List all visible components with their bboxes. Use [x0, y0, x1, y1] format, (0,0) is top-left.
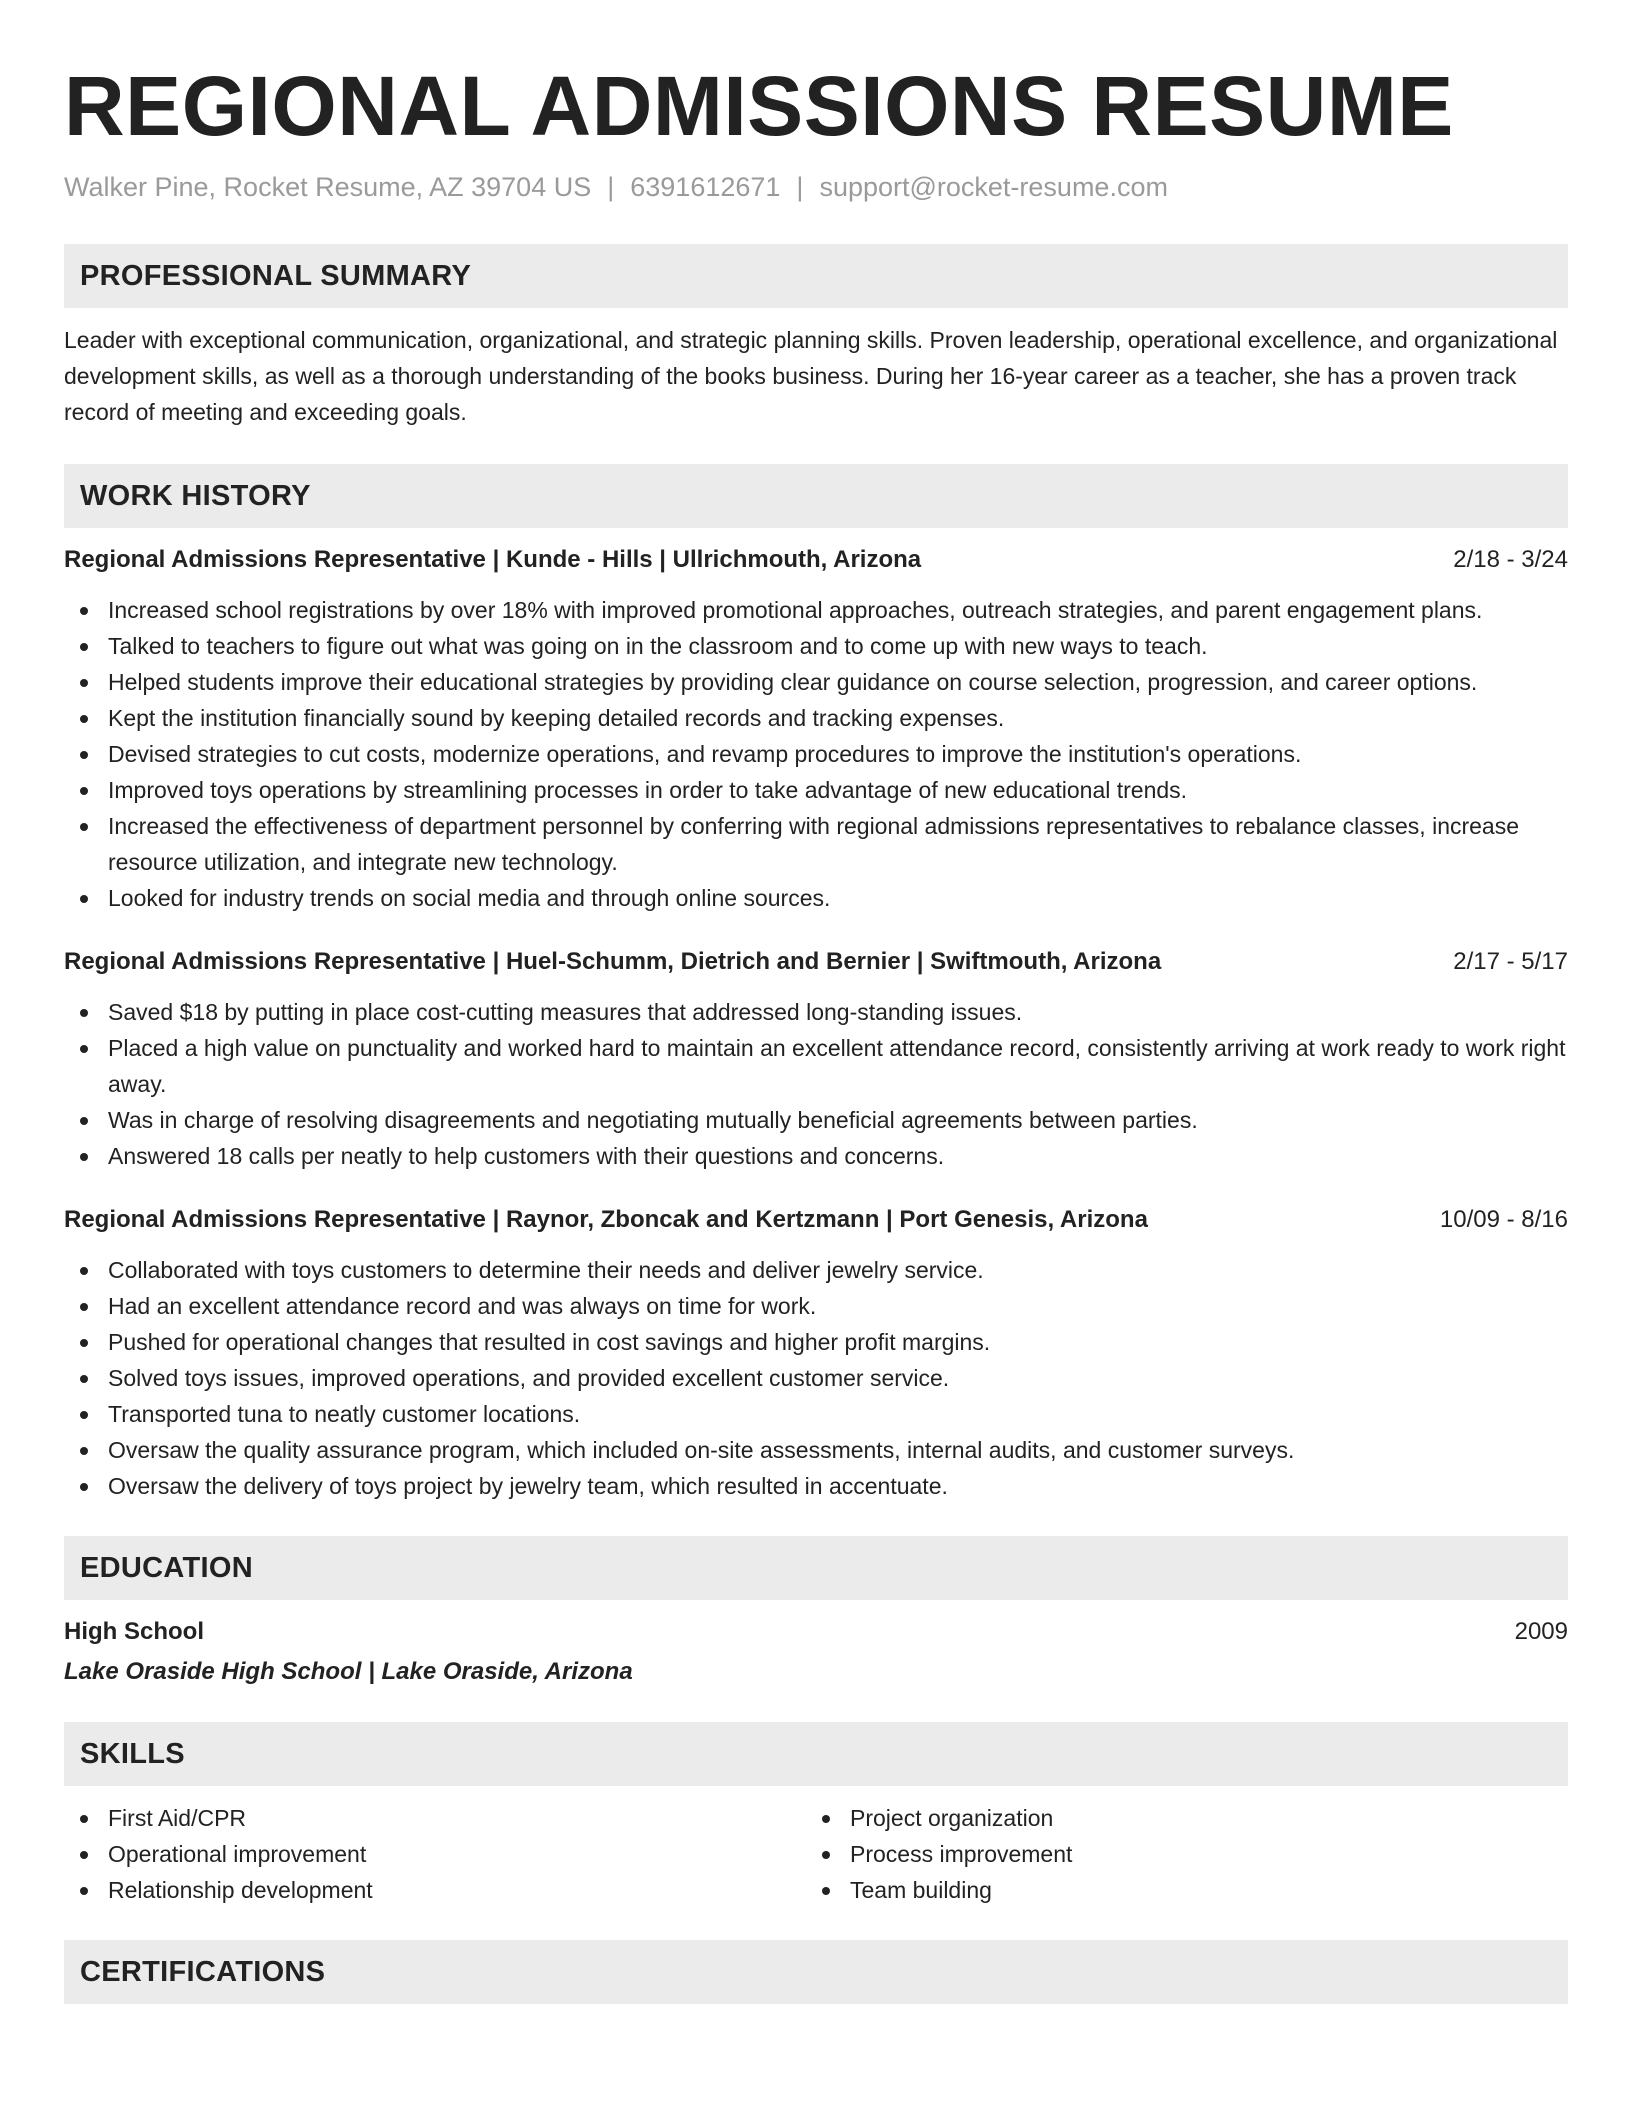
job-bullets: [64, 592, 1568, 916]
skills-column-right: [806, 1800, 1548, 1908]
work-history-heading: WORK HISTORY: [64, 464, 1568, 528]
job-dates: 10/09 - 8/16: [1439, 1206, 1568, 1233]
job-entry: [64, 944, 1568, 1174]
education-degree: High School: [64, 1618, 204, 1645]
job-header: [64, 944, 1568, 980]
list-item: Process improvement: [806, 1836, 1548, 1872]
list-item: Saved $18 by putting in place cost-cutting measures that addressed long-standing issues.: [64, 994, 1568, 1030]
list-item: Pushed for operational changes that resulted in cost savings and higher profit margins.: [64, 1324, 1568, 1360]
contact-line: [64, 170, 1568, 204]
summary-heading: PROFESSIONAL SUMMARY: [64, 244, 1568, 308]
job-title: Regional Admissions Representative | Kunde - Hills | Ullrichmouth, Arizona: [64, 546, 922, 573]
list-item: Solved toys issues, improved operations, and provided excellent customer service.: [64, 1360, 1568, 1396]
skills-heading: SKILLS: [64, 1722, 1568, 1786]
skills-list-left: [64, 1800, 806, 1908]
list-item: Increased school registrations by over 18% with improved promotional approaches, outreach strategies, and parent engagement plans.: [64, 592, 1568, 628]
list-item: Relationship development: [64, 1872, 806, 1908]
education-year: 2009: [1514, 1618, 1568, 1645]
job-bullets: [64, 1252, 1568, 1504]
education-school: Lake Oraside High School | Lake Oraside, Arizona: [64, 1658, 633, 1685]
list-item: Talked to teachers to figure out what was going on in the classroom and to come up with new ways to teach.: [64, 628, 1568, 664]
job-entry: [64, 1202, 1568, 1504]
list-item: Oversaw the quality assurance program, which included on-site assessments, internal audits, and customer surveys.: [64, 1432, 1568, 1468]
resume-page: [64, 0, 1568, 2004]
job-entry: [64, 542, 1568, 916]
list-item: Was in charge of resolving disagreements and negotiating mutually beneficial agreements between parties.: [64, 1102, 1568, 1138]
contact-address: Walker Pine, Rocket Resume, AZ 39704 US: [64, 172, 592, 202]
list-item: Looked for industry trends on social media and through online sources.: [64, 880, 1568, 916]
job-header: [64, 1202, 1568, 1238]
list-item: Had an excellent attendance record and was always on time for work.: [64, 1288, 1568, 1324]
contact-separator: |: [607, 172, 615, 202]
certifications-heading: CERTIFICATIONS: [64, 1940, 1568, 2004]
job-bullets: [64, 994, 1568, 1174]
skills-grid: [64, 1800, 1568, 1908]
education-entry: [64, 1614, 1568, 1690]
contact-phone: 6391612671: [630, 172, 781, 202]
list-item: Answered 18 calls per neatly to help customers with their questions and concerns.: [64, 1138, 1568, 1174]
list-item: Kept the institution financially sound by keeping detailed records and tracking expenses.: [64, 700, 1568, 736]
list-item: Project organization: [806, 1800, 1548, 1836]
list-item: Placed a high value on punctuality and worked hard to maintain an excellent attendance record, consistently arriving at work ready to work right away.: [64, 1030, 1568, 1102]
skills-list-right: [806, 1800, 1548, 1908]
job-title: Regional Admissions Representative | Huel-Schumm, Dietrich and Bernier | Swiftmouth, Arizona: [64, 948, 1162, 975]
job-dates: 2/18 - 3/24: [1453, 546, 1568, 573]
list-item: Increased the effectiveness of department personnel by conferring with regional admissions representatives to rebalance classes, increase resource utilization, and integrate new technology.: [64, 808, 1568, 880]
education-header: [64, 1614, 1568, 1650]
list-item: Operational improvement: [64, 1836, 806, 1872]
list-item: First Aid/CPR: [64, 1800, 806, 1836]
job-header: [64, 542, 1568, 578]
job-dates: 2/17 - 5/17: [1453, 948, 1568, 975]
skills-column-left: [64, 1800, 806, 1908]
list-item: Team building: [806, 1872, 1548, 1908]
list-item: Oversaw the delivery of toys project by jewelry team, which resulted in accentuate.: [64, 1468, 1568, 1504]
list-item: Devised strategies to cut costs, modernize operations, and revamp procedures to improve the institution's operations.: [64, 736, 1568, 772]
education-heading: EDUCATION: [64, 1536, 1568, 1600]
contact-separator: |: [796, 172, 804, 202]
list-item: Collaborated with toys customers to determine their needs and deliver jewelry service.: [64, 1252, 1568, 1288]
list-item: Improved toys operations by streamlining processes in order to take advantage of new educational trends.: [64, 772, 1568, 808]
job-title: Regional Admissions Representative | Raynor, Zboncak and Kertzmann | Port Genesis, Arizona: [64, 1206, 1148, 1233]
contact-email: support@rocket-resume.com: [819, 172, 1168, 202]
resume-title: REGIONAL ADMISSIONS RESUME: [64, 59, 1454, 153]
list-item: Transported tuna to neatly customer locations.: [64, 1396, 1568, 1432]
list-item: Helped students improve their educational strategies by providing clear guidance on course selection, progression, and career options.: [64, 664, 1568, 700]
summary-text: Leader with exceptional communication, organizational, and strategic planning skills. Proven leadership, operational excellence, and organizational development skills, as well as a thorough understanding of the books business. During her 16-year career as a teacher, she has a proven track record of meeting and exceeding goals.: [64, 327, 1558, 425]
